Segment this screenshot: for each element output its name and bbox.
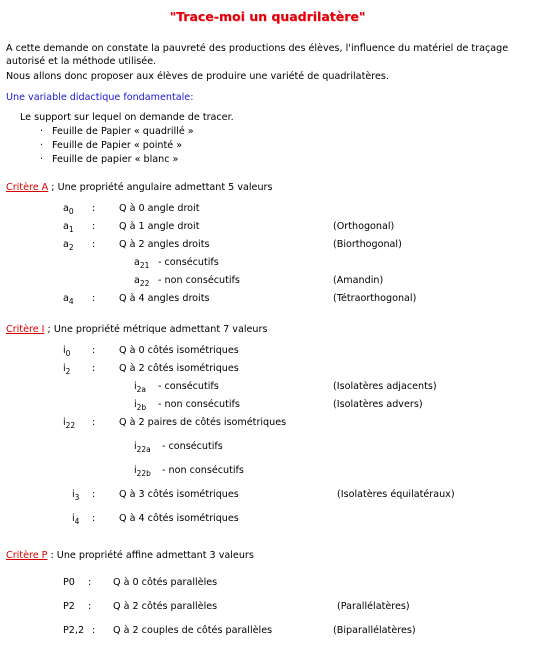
row-description: Q à 0 côtés parallèles bbox=[113, 577, 218, 588]
row-symbol: P2,2 bbox=[63, 625, 85, 636]
support-item bbox=[40, 140, 182, 152]
support-item bbox=[40, 154, 178, 166]
intro-line-3: Nous allons donc proposer aux élèves de produire une variété de quadrilatères. bbox=[6, 71, 389, 82]
row-symbol: $a_{22}$ bbox=[134, 275, 150, 288]
criterion-i-desc: Une propriété métrique admettant 7 valeurs bbox=[53, 324, 268, 335]
row-symbol: $i_{22}$ bbox=[63, 417, 76, 430]
row-colon: : bbox=[92, 363, 96, 374]
row-description: Q à 0 angle droit bbox=[119, 203, 200, 214]
row-colon: : bbox=[92, 239, 96, 250]
row-description: Q à 2 angles droits bbox=[119, 239, 210, 250]
support-item bbox=[40, 126, 194, 138]
row-symbol: $i_{22a}$ bbox=[134, 441, 151, 454]
criterion-i-heading bbox=[6, 324, 267, 336]
row-description: - consécutifs bbox=[158, 381, 219, 392]
row-colon: : bbox=[92, 293, 96, 304]
row-colon: : bbox=[92, 625, 96, 636]
bullet-icon: · bbox=[40, 154, 44, 165]
support-item-label: Feuille de Papier « pointé » bbox=[52, 140, 183, 151]
row-colon: : bbox=[92, 489, 96, 500]
row-symbol: $a_0$ bbox=[63, 203, 74, 216]
row-symbol: $i_{2a}$ bbox=[134, 381, 147, 394]
bullet-icon: · bbox=[40, 140, 44, 151]
row-description: Q à 0 côtés isométriques bbox=[119, 345, 239, 356]
row-symbol: $i_{2b}$ bbox=[134, 399, 147, 412]
support-item-label: Feuille de papier « blanc » bbox=[52, 154, 179, 165]
page-title: "Trace-moi un quadrilatère" bbox=[169, 9, 366, 24]
row-description: Q à 4 côtés isométriques bbox=[119, 513, 239, 524]
criterion-a-sep: ; bbox=[48, 182, 58, 193]
criterion-p-sep: : bbox=[47, 550, 57, 561]
criterion-i-sep: ; bbox=[44, 324, 54, 335]
criterion-a-desc: Une propriété angulaire admettant 5 valeurs bbox=[57, 182, 273, 193]
row-description: - non consécutifs bbox=[158, 275, 240, 286]
variable-heading: Une variable didactique fondamentale: bbox=[6, 92, 194, 103]
row-colon: : bbox=[92, 203, 96, 214]
criterion-p-label: Critère P bbox=[6, 550, 48, 561]
row-colon: : bbox=[92, 221, 96, 232]
row-symbol: $a_1$ bbox=[63, 221, 74, 234]
row-symbol: $a_{21}$ bbox=[134, 257, 150, 270]
row-symbol: P2 bbox=[63, 601, 75, 612]
row-description: - non consécutifs bbox=[158, 399, 240, 410]
row-symbol: $i_{22b}$ bbox=[134, 465, 151, 478]
criterion-p-heading bbox=[6, 550, 254, 562]
row-description: Q à 2 côtés parallèles bbox=[113, 601, 218, 612]
row-description: - consécutifs bbox=[162, 441, 223, 452]
row-symbol: $i_4$ bbox=[72, 513, 80, 526]
row-symbol: P0 bbox=[63, 577, 75, 588]
support-item-label: Feuille de Papier « quadrillé » bbox=[52, 126, 194, 137]
row-name: (Orthogonal) bbox=[333, 221, 395, 232]
row-description: Q à 2 couples de côtés parallèles bbox=[113, 625, 273, 636]
row-name: (Isolatères advers) bbox=[333, 399, 423, 410]
row-name: (Isolatères adjacents) bbox=[333, 381, 437, 392]
row-description: - non consécutifs bbox=[162, 465, 244, 476]
row-name: (Parallélatères) bbox=[337, 601, 410, 612]
intro-line-2: autorisé et la méthode utilisée. bbox=[6, 56, 157, 67]
row-colon: : bbox=[92, 345, 96, 356]
row-symbol: $a_2$ bbox=[63, 239, 74, 252]
row-symbol: $i_3$ bbox=[72, 489, 80, 502]
bullet-icon: · bbox=[40, 126, 44, 137]
row-description: Q à 2 paires de côtés isométriques bbox=[119, 417, 287, 428]
row-description: Q à 1 angle droit bbox=[119, 221, 200, 232]
criterion-p-desc: Une propriété affine admettant 3 valeurs bbox=[56, 550, 254, 561]
row-description: Q à 3 côtés isométriques bbox=[119, 489, 239, 500]
row-name: (Biorthogonal) bbox=[333, 239, 402, 250]
row-name: (Tétraorthogonal) bbox=[333, 293, 417, 304]
intro-line-1: A cette demande on constate la pauvreté des productions des élèves, l'influence du matériel de traçage bbox=[6, 43, 509, 54]
criterion-a-label: Critère A bbox=[6, 182, 49, 193]
row-name: (Amandin) bbox=[333, 275, 384, 286]
row-colon: : bbox=[92, 513, 96, 524]
row-description: Q à 4 angles droits bbox=[119, 293, 210, 304]
row-symbol: $a_4$ bbox=[63, 293, 74, 306]
criterion-a-heading bbox=[6, 182, 272, 194]
row-name: (Isolatères équilatéraux) bbox=[337, 489, 455, 500]
criterion-i-label: Critère I bbox=[6, 324, 45, 335]
row-description: Q à 2 côtés isométriques bbox=[119, 363, 239, 374]
row-description: - consécutifs bbox=[158, 257, 219, 268]
row-symbol: $i_0$ bbox=[63, 345, 71, 358]
row-colon: : bbox=[88, 577, 92, 588]
row-symbol: $i_2$ bbox=[63, 363, 71, 376]
row-colon: : bbox=[88, 601, 92, 612]
support-intro: Le support sur lequel on demande de tracer. bbox=[20, 112, 234, 123]
row-name: (Biparallélatères) bbox=[333, 625, 416, 636]
row-colon: : bbox=[92, 417, 96, 428]
